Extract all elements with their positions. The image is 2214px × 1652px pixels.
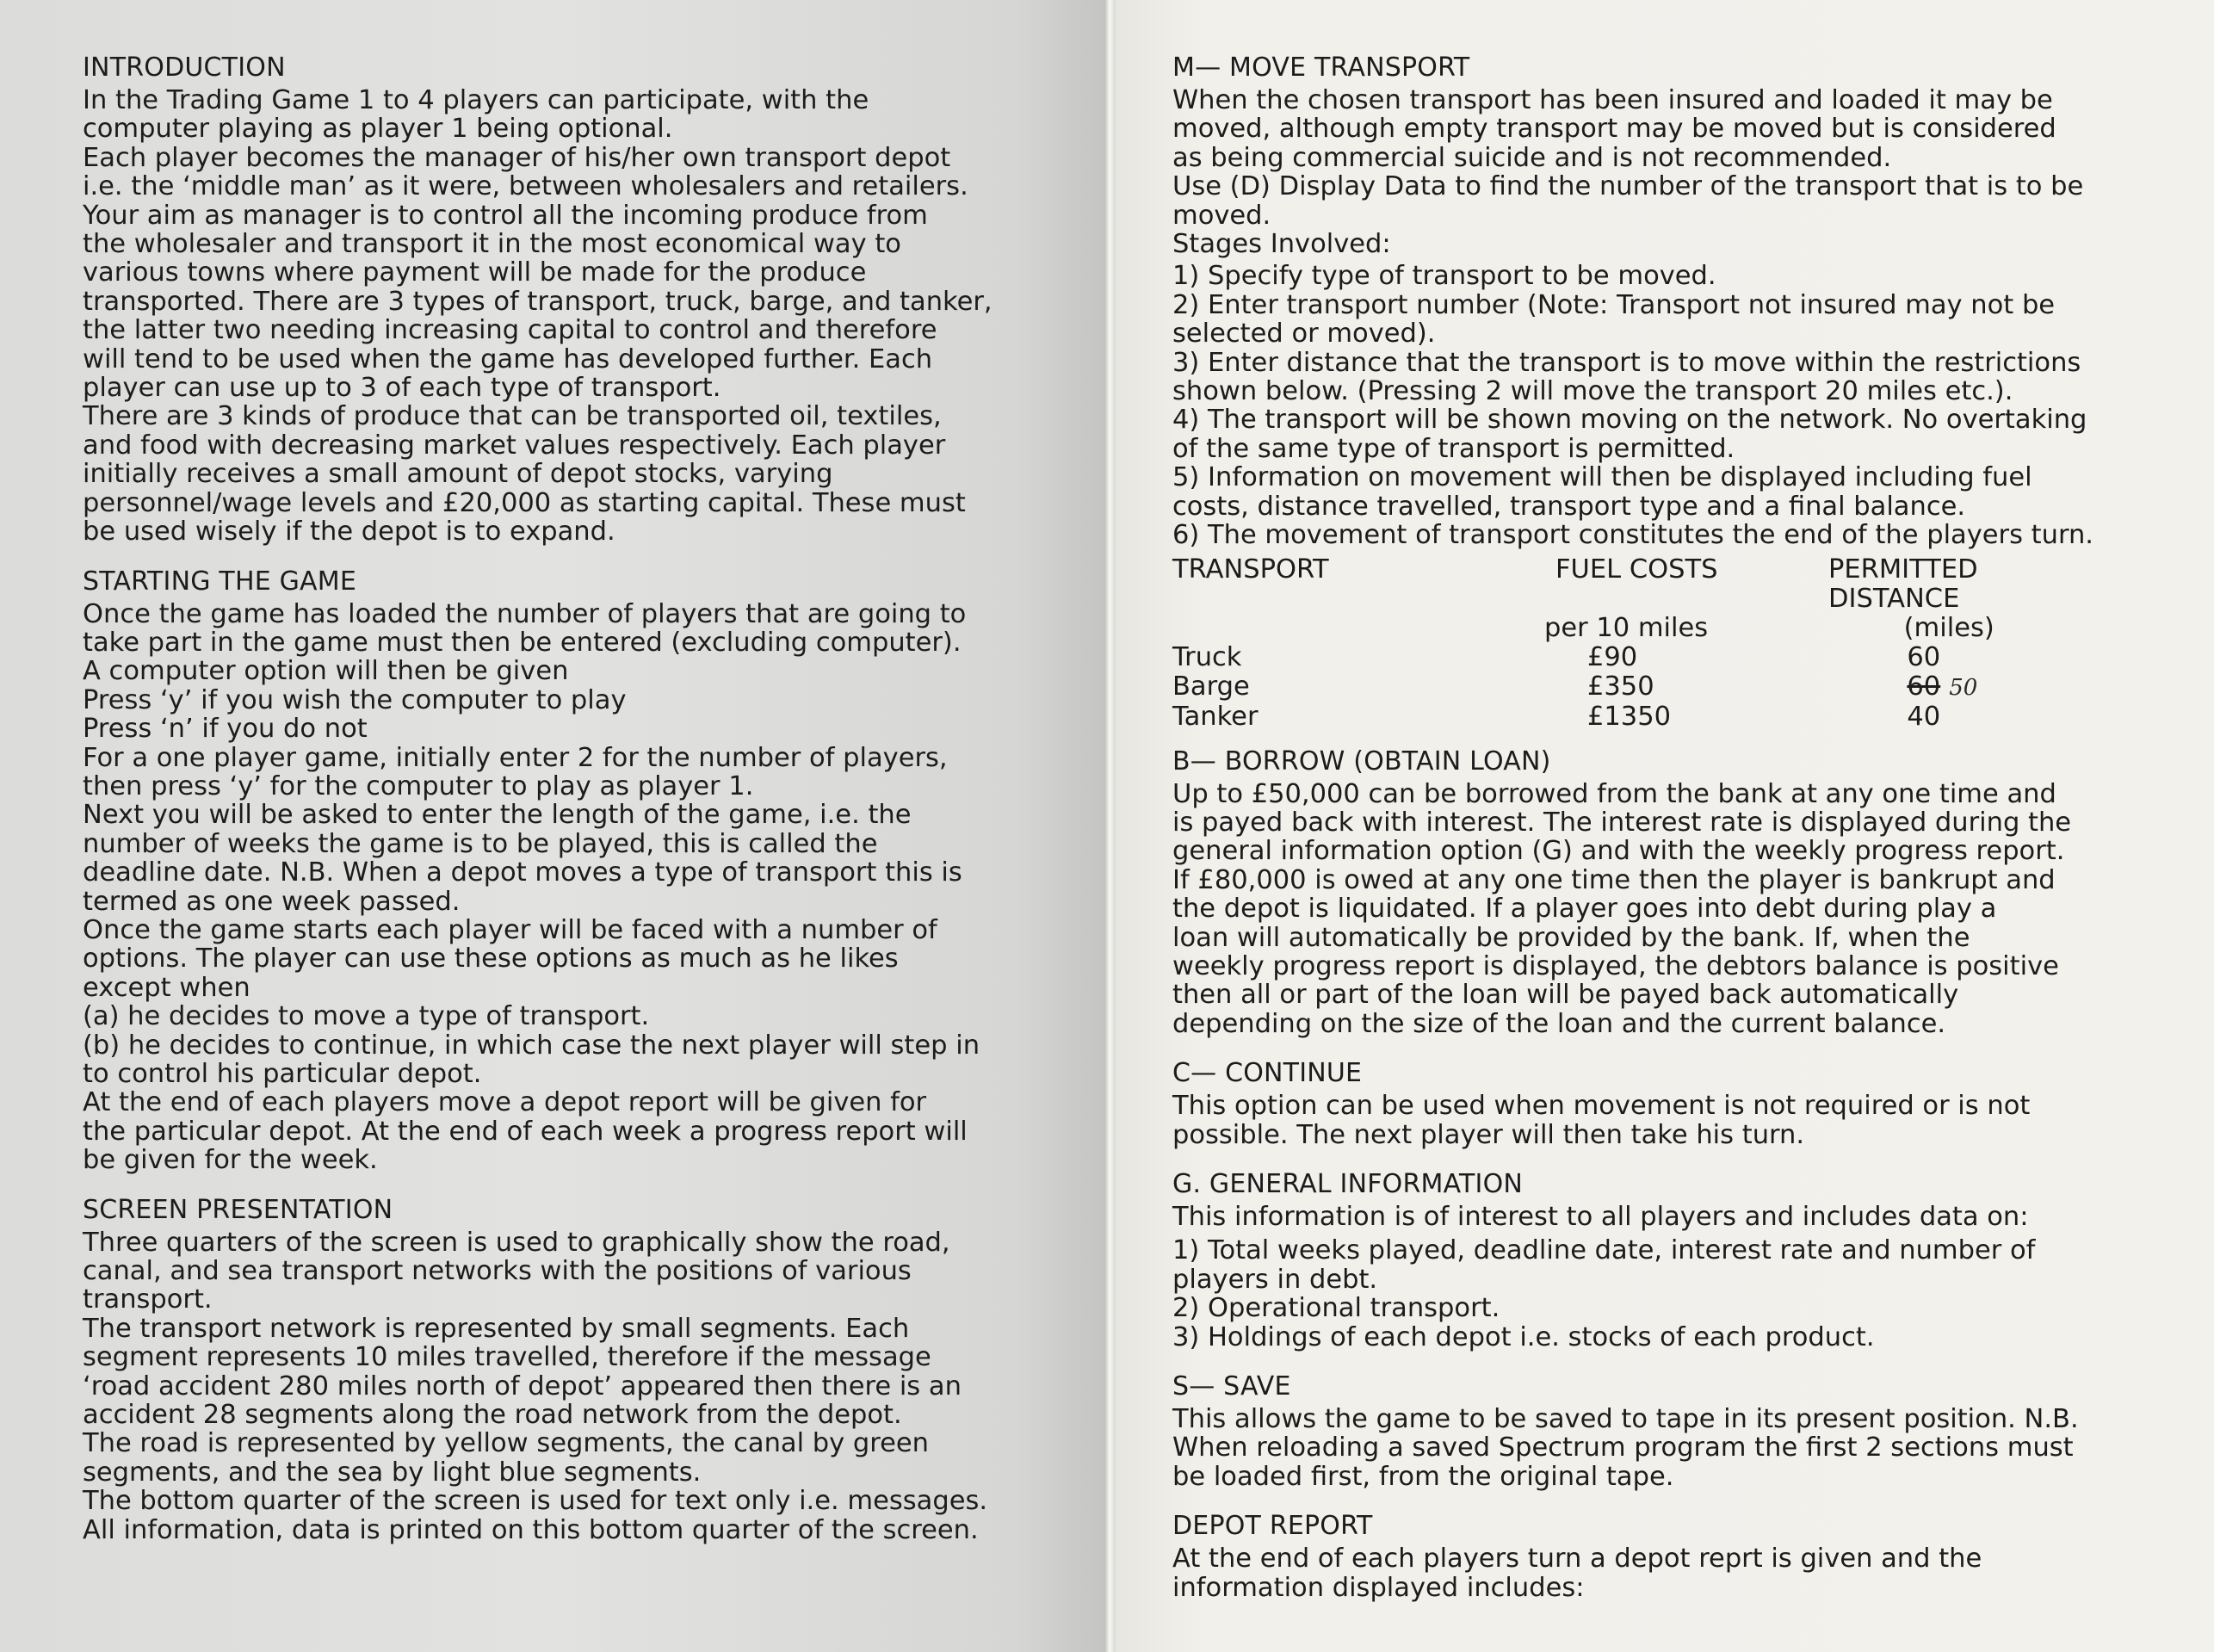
text-line: information displayed includes:	[1172, 1572, 1585, 1603]
row-distance: 40	[1907, 701, 1941, 732]
text-line: of the same type of transport is permitted.	[1172, 433, 1735, 464]
text-line: Once the game starts each player will be faced with a number of	[83, 914, 937, 945]
borrow-body	[1172, 780, 2180, 1039]
text-line: 4) The transport will be shown moving on the network. No overtaking	[1172, 405, 2087, 436]
general-information-body	[1172, 1203, 2180, 1352]
starting-game-section	[83, 567, 1079, 1175]
text-line: personnel/wage levels and £20,000 as starting capital. These must	[83, 487, 966, 518]
right-page	[1116, 0, 2214, 1652]
table-row	[1172, 643, 2180, 672]
text-line: canal, and sea transport networks with the positions of various	[83, 1256, 912, 1287]
screen-presentation-body	[83, 1228, 1079, 1544]
text-line: then press ‘y’ for the computer to play as player 1.	[83, 770, 754, 801]
text-line: A computer option will then be given	[83, 656, 569, 687]
text-line: Use (D) Display Data to find the number of the transport that is to be	[1172, 171, 2084, 202]
text-line: termed as one week passed.	[83, 886, 461, 917]
continue-heading: C— CONTINUE	[1172, 1058, 1363, 1089]
text-line: deadline date. N.B. When a depot moves a type of transport this is	[83, 857, 962, 888]
text-line: (b) he decides to continue, in which case the next player will step in	[83, 1030, 980, 1061]
text-line: Press ‘n’ if you do not	[83, 714, 368, 745]
text-line: 3) Enter distance that the transport is to move within the restrictions	[1172, 347, 2081, 378]
text-line: player can use up to 3 of each type of transport.	[83, 373, 721, 404]
text-line: take part in the game must then be entered (excluding computer).	[83, 627, 962, 658]
text-line: At the end of each players turn a depot reprt is given and the	[1172, 1544, 1982, 1575]
depot-report-heading: DEPOT REPORT	[1172, 1511, 1373, 1542]
header-permitted-distance: PERMITTED DISTANCE	[1828, 554, 1978, 614]
introduction-heading: INTRODUCTION	[83, 53, 286, 83]
save-heading: S— SAVE	[1172, 1371, 1291, 1401]
text-line: options. The player can use these options as much as he likes	[83, 944, 899, 974]
text-line: All information, data is printed on this bottom quarter of the screen.	[83, 1514, 979, 1545]
row-fuel: £1350	[1586, 701, 1672, 732]
continue-section	[1172, 1059, 2180, 1149]
text-line: Next you will be asked to enter the length of the game, i.e. the	[83, 800, 912, 831]
text-line: Each player becomes the manager of his/her own transport depot	[83, 142, 951, 173]
move-transport-body	[1172, 86, 2180, 550]
row-distance: 60	[1907, 641, 1941, 672]
table-row	[1172, 672, 2180, 702]
starting-game-heading: STARTING THE GAME	[83, 566, 357, 597]
text-line: accident 28 segments along the road network from the depot.	[83, 1400, 902, 1431]
text-line: transport.	[83, 1284, 213, 1315]
row-distance: 60	[1907, 671, 1941, 702]
borrow-heading: B— BORROW (OBTAIN LOAN)	[1172, 746, 1551, 777]
text-line: the particular depot. At the end of each week a progress report will	[83, 1116, 968, 1147]
text-line: computer playing as player 1 being optional.	[83, 114, 673, 145]
text-line: moved, although empty transport may be moved but is considered	[1172, 114, 2056, 145]
text-line: 6) The movement of transport constitutes the end of the players turn.	[1172, 520, 2093, 551]
header-fuel-costs: FUEL COSTS	[1555, 554, 1718, 585]
text-line: selected or moved).	[1172, 319, 1436, 350]
text-line: except when	[83, 972, 250, 1003]
subheader-distance: (miles)	[1903, 612, 1994, 643]
text-line: then all or part of the loan will be payed back automatically	[1172, 980, 1959, 1011]
row-fuel: £90	[1586, 641, 1638, 672]
text-line: weekly progress report is displayed, the debtors balance is positive	[1172, 950, 2059, 981]
starting-game-body	[83, 600, 1079, 1175]
text-line: will tend to be used when the game has developed further. Each	[83, 343, 933, 374]
introduction-section	[83, 53, 1079, 547]
transport-table	[1172, 555, 2180, 732]
text-line: If £80,000 is owed at any one time then the player is bankrupt and	[1172, 864, 2056, 895]
screen-presentation-section	[83, 1196, 1079, 1544]
text-line: Once the game has loaded the number of players that are going to	[83, 598, 967, 629]
text-line: initially receives a small amount of depot stocks, varying	[83, 459, 833, 490]
text-line: The transport network is represented by small segments. Each	[83, 1313, 910, 1344]
text-line: The road is represented by yellow segments, the canal by green	[83, 1428, 929, 1459]
text-line: Up to £50,000 can be borrowed from the bank at any one time and	[1172, 778, 2056, 809]
text-line: In the Trading Game 1 to 4 players can participate, with the	[83, 85, 869, 115]
row-transport: Barge	[1172, 671, 1250, 702]
text-line: This option can be used when movement is not required or is not	[1172, 1091, 2031, 1122]
text-line: 2) Enter transport number (Note: Transport not insured may not be	[1172, 289, 2056, 320]
text-line: 3) Holdings of each depot i.e. stocks of each product.	[1172, 1321, 1875, 1352]
text-line: When the chosen transport has been insured and loaded it may be	[1172, 85, 2053, 115]
subheader-fuel-costs: per 10 miles	[1543, 612, 1709, 643]
text-line: the wholesaler and transport it in the most economical way to	[83, 229, 901, 260]
text-line: transported. There are 3 types of transport, truck, barge, and tanker,	[83, 286, 993, 317]
text-line: is payed back with interest. The interest rate is displayed during the	[1172, 807, 2072, 838]
text-line: and food with decreasing market values respectively. Each player	[83, 430, 946, 461]
text-line: The bottom quarter of the screen is used for text only i.e. messages.	[83, 1486, 988, 1517]
screen-presentation-heading: SCREEN PRESENTATION	[83, 1194, 393, 1225]
text-line: i.e. the ‘middle man’ as it were, between wholesalers and retailers.	[83, 171, 968, 202]
text-line: At the end of each players move a depot report will be given for	[83, 1087, 927, 1118]
text-line: For a one player game, initially enter 2 for the number of players,	[83, 742, 948, 773]
text-line: Your aim as manager is to control all the incoming produce from	[83, 200, 928, 231]
text-line: the depot is liquidated. If a player goes into debt during play a	[1172, 894, 1997, 925]
text-line: number of weeks the game is to be played, this is called the	[83, 828, 878, 859]
depot-report-body	[1172, 1544, 2180, 1602]
text-line: 5) Information on movement will then be displayed including fuel	[1172, 462, 2032, 493]
text-line: to control his particular depot.	[83, 1059, 482, 1089]
text-line: loan will automatically be provided by the bank. If, when the	[1172, 922, 1970, 953]
text-line: possible. The next player will then take his turn.	[1172, 1119, 1805, 1150]
table-header-row	[1172, 555, 2180, 614]
handwritten-correction: 50	[1949, 674, 1978, 701]
page-gutter	[1104, 0, 1116, 1652]
header-transport: TRANSPORT	[1172, 554, 1329, 585]
save-section	[1172, 1372, 2180, 1491]
general-information-section	[1172, 1170, 2180, 1352]
text-line: This information is of interest to all players and includes data on:	[1172, 1201, 2029, 1232]
text-line: Three quarters of the screen is used to graphically show the road,	[83, 1227, 950, 1258]
move-transport-section	[1172, 53, 2180, 732]
move-transport-heading: M— MOVE TRANSPORT	[1172, 53, 1470, 83]
row-transport: Truck	[1172, 641, 1242, 672]
text-line: players in debt.	[1172, 1264, 1378, 1295]
row-distance-cell	[1803, 672, 2180, 702]
text-line: general information option (G) and with the weekly progress report.	[1172, 836, 2065, 867]
depot-report-section	[1172, 1512, 2180, 1602]
introduction-body	[83, 86, 1079, 547]
text-line: There are 3 kinds of produce that can be transported oil, textiles,	[83, 401, 942, 432]
text-line: ‘road accident 280 miles north of depot’ appeared then there is an	[83, 1370, 962, 1401]
continue-body	[1172, 1092, 2180, 1149]
text-line: 1) Specify type of transport to be moved.	[1172, 261, 1716, 292]
text-line: depending on the size of the loan and the current balance.	[1172, 1008, 1946, 1039]
text-line: costs, distance travelled, transport type and a final balance.	[1172, 491, 1966, 522]
text-line: various towns where payment will be made for the produce	[83, 257, 867, 288]
save-body	[1172, 1405, 2180, 1491]
subheader-transport	[1172, 614, 1544, 643]
row-fuel: £350	[1586, 671, 1654, 702]
table-row	[1172, 702, 2180, 732]
text-line: shown below. (Pressing 2 will move the transport 20 miles etc.).	[1172, 376, 2013, 407]
text-line: When reloading a saved Spectrum program the first 2 sections must	[1172, 1432, 2074, 1463]
text-line: be loaded first, from the original tape.	[1172, 1461, 1674, 1492]
text-line: be used wisely if the depot is to expand.	[83, 517, 615, 548]
text-line: moved.	[1172, 200, 1271, 231]
text-line: segments, and the sea by light blue segments.	[83, 1457, 702, 1488]
text-line: 1) Total weeks played, deadline date, interest rate and number of	[1172, 1235, 2036, 1266]
text-line: (a) he decides to move a type of transport.	[83, 1001, 650, 1032]
text-line: This allows the game to be saved to tape in its present position. N.B.	[1172, 1404, 2079, 1434]
text-line: be given for the week.	[83, 1145, 378, 1176]
text-line: as being commercial suicide and is not recommended.	[1172, 142, 1892, 173]
text-line: 2) Operational transport.	[1172, 1293, 1500, 1324]
borrow-section	[1172, 747, 2180, 1039]
text-line: Stages Involved:	[1172, 229, 1391, 260]
text-line: segment represents 10 miles travelled, therefore if the message	[83, 1342, 931, 1373]
table-subheader-row	[1172, 614, 2180, 643]
row-transport: Tanker	[1172, 701, 1259, 732]
text-line: the latter two needing increasing capital to control and therefore	[83, 315, 937, 346]
left-page	[0, 0, 1104, 1652]
text-line: Press ‘y’ if you wish the computer to play	[83, 684, 627, 715]
general-information-heading: G. GENERAL INFORMATION	[1172, 1168, 1524, 1199]
